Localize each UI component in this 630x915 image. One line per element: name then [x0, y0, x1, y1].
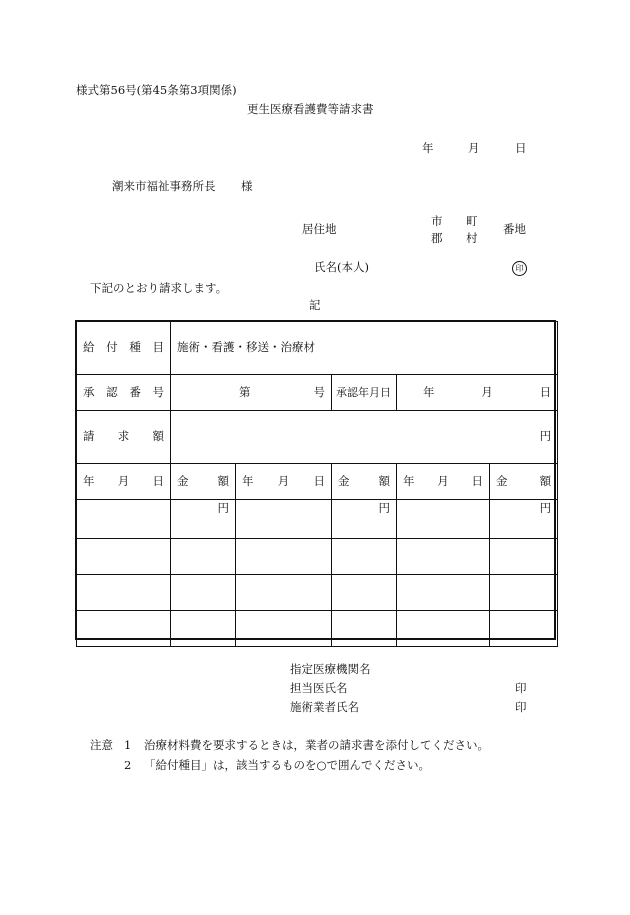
doctor-seal: 印: [515, 681, 527, 695]
date-cell[interactable]: [236, 611, 332, 647]
benefit-type-label-cell: [77, 322, 171, 375]
detail-header-row: [77, 464, 558, 500]
date-cell[interactable]: [397, 575, 490, 611]
label-char: 請: [83, 429, 95, 444]
yen-label: 円: [539, 429, 552, 444]
benefit-type-value[interactable]: 施術・看護・移送・治療材: [171, 322, 558, 375]
honorific: 様: [241, 179, 253, 193]
label-char: 号: [152, 384, 164, 399]
amount-cell[interactable]: [171, 539, 236, 575]
date-cell[interactable]: [397, 500, 490, 539]
seal-mark: 印: [512, 261, 527, 276]
date-cell[interactable]: [236, 539, 332, 575]
date-year-label: 年: [422, 141, 434, 155]
date-cell[interactable]: [77, 539, 171, 575]
date-cell[interactable]: [236, 500, 332, 539]
date-cell[interactable]: [77, 500, 171, 539]
note-2-number: 2: [124, 758, 132, 772]
request-text: 下記のとおり請求します。: [90, 281, 228, 295]
date-day-label: 日: [515, 141, 527, 155]
amount-cell[interactable]: 円: [332, 500, 397, 539]
practitioner-label: 施術業者氏名: [290, 700, 359, 714]
amount-header: 金 額: [332, 464, 397, 500]
amount-cell[interactable]: 円: [490, 500, 558, 539]
form-number: 様式第56号(第45条第3項関係): [76, 83, 237, 97]
detail-row: [77, 500, 558, 539]
date-cell[interactable]: [397, 611, 490, 647]
amount-cell[interactable]: [332, 575, 397, 611]
doctor-label: 担当医氏名: [290, 681, 348, 695]
approval-date-field[interactable]: [397, 375, 558, 411]
year-label: 年: [423, 384, 435, 399]
label-char: 付: [106, 340, 118, 355]
claim-label-cell: [77, 411, 171, 464]
date-cell[interactable]: [77, 575, 171, 611]
practitioner-seal: 印: [515, 700, 527, 714]
county-label: 郡: [431, 231, 443, 245]
name-label: 氏名(本人): [314, 260, 369, 274]
label-char: 額: [152, 429, 164, 444]
lot-number-label: 番地: [503, 222, 526, 236]
label-char: 承: [83, 384, 95, 399]
form-title: 更生医療看護費等請求書: [247, 102, 374, 116]
amount-cell[interactable]: [171, 611, 236, 647]
date-cell[interactable]: [77, 611, 171, 647]
date-cell[interactable]: [236, 575, 332, 611]
note-2: 「給付種目」は，該当するものを○で囲んでください。: [144, 758, 431, 772]
amount-cell[interactable]: [490, 575, 558, 611]
note-1: 治療材料費を要求するときは，業者の請求書を添付してください。: [144, 738, 489, 752]
dai-label: 第: [239, 384, 251, 399]
claim-amount-field[interactable]: [171, 411, 558, 464]
approval-date-label: 承認年月日: [332, 375, 397, 411]
amount-header: 金 額: [490, 464, 558, 500]
label-char: 認: [106, 384, 118, 399]
approval-no-field[interactable]: [171, 375, 332, 411]
amount-cell[interactable]: [171, 575, 236, 611]
amount-header: 金 額: [171, 464, 236, 500]
label-char: 種: [129, 340, 141, 355]
date-month-label: 月: [468, 141, 480, 155]
institution-label: 指定医療機関名: [290, 662, 371, 676]
amount-cell[interactable]: [332, 539, 397, 575]
claim-amount-row: [77, 411, 558, 464]
amount-cell[interactable]: [490, 539, 558, 575]
detail-row: [77, 611, 558, 647]
label-char: 目: [152, 340, 164, 355]
amount-cell[interactable]: 円: [171, 500, 236, 539]
notes-heading: 注意: [90, 738, 113, 752]
label-char: 求: [117, 429, 130, 444]
village-label: 村: [466, 231, 478, 245]
residence-label: 居住地: [302, 222, 337, 236]
amount-cell[interactable]: [490, 611, 558, 647]
date-header: 年 月 日: [77, 464, 171, 500]
detail-row: [77, 575, 558, 611]
city-label: 市: [431, 214, 443, 228]
approval-no-label-cell: [77, 375, 171, 411]
note-1-number: 1: [124, 738, 132, 752]
ki-label: 記: [309, 298, 321, 312]
date-header: 年 月 日: [397, 464, 490, 500]
detail-row: [77, 539, 558, 575]
month-label: 月: [481, 384, 493, 399]
go-label: 号: [313, 384, 325, 399]
claim-table: [76, 321, 558, 647]
town-label: 町: [466, 214, 478, 228]
benefit-type-row: [77, 322, 558, 375]
amount-cell[interactable]: [332, 611, 397, 647]
label-char: 給: [83, 340, 95, 355]
day-label: 日: [539, 384, 552, 399]
label-char: 番: [129, 384, 141, 399]
date-cell[interactable]: [397, 539, 490, 575]
addressee: 潮来市福祉事務所長: [112, 179, 216, 193]
date-header: 年 月 日: [236, 464, 332, 500]
approval-row: [77, 375, 558, 411]
